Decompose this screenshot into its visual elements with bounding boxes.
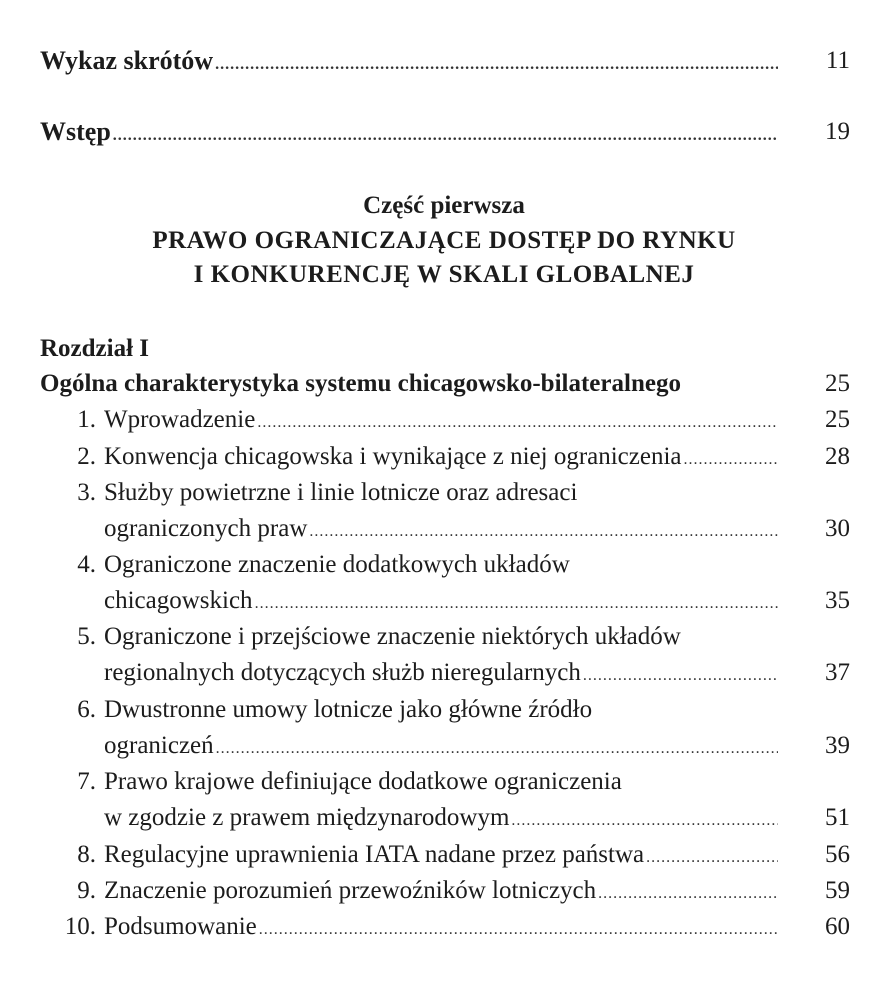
section-number: 9.: [77, 877, 96, 904]
leader-dots: [583, 659, 778, 693]
leader-dots: [646, 841, 778, 875]
leader-dots: [684, 443, 778, 477]
toc-entry-title-line1: Prawo krajowe definiujące dodatkowe ograniczenia: [104, 768, 622, 795]
section-number: 2.: [77, 443, 96, 470]
section-number: 6.: [77, 696, 96, 723]
part-label: Część pierwsza: [363, 192, 525, 219]
section-number: 8.: [77, 841, 96, 868]
toc-entry-section: [104, 403, 780, 440]
toc-entry-title-line1: Ograniczone i przejściowe znaczenie niektórych układów: [104, 623, 681, 650]
toc-page-number: 51: [825, 804, 850, 831]
leader-dots: [511, 804, 778, 838]
toc-page-number: 56: [825, 841, 850, 868]
section-number: 10.: [64, 913, 96, 940]
toc-page-number: 25: [825, 370, 850, 397]
toc-entry-section: [104, 656, 780, 693]
leader-dots: [113, 119, 778, 153]
toc-entry-title-line1: Dwustronne umowy lotnicze jako główne źródło: [104, 696, 593, 723]
toc-entry-title: Podsumowanie: [104, 913, 257, 940]
leader-dots: [255, 587, 778, 621]
toc-entry-title-line1: Służby powietrzne i linie lotnicze oraz adresaci: [104, 479, 578, 506]
toc-page-number: 25: [825, 406, 850, 433]
leader-dots: [216, 732, 778, 766]
toc-page-number: 30: [825, 515, 850, 542]
toc-entry-section: [104, 874, 780, 911]
toc-page-number: 37: [825, 659, 850, 686]
toc-entry-title: Wykaz skrótów: [40, 46, 214, 75]
chapter-label: Rozdział I: [40, 335, 150, 362]
toc-entry-section: [104, 838, 780, 875]
leader-dots: [215, 48, 778, 82]
toc-entry-section: [104, 440, 780, 477]
toc-entry-section: [104, 910, 780, 947]
toc-entry-title: Znaczenie porozumień przewoźników lotniczych: [104, 877, 597, 904]
section-number: 7.: [77, 768, 96, 795]
section-number: 4.: [77, 551, 96, 578]
part-title-line1: PRAWO OGRANICZAJĄCE DOSTĘP DO RYNKU: [152, 227, 736, 254]
toc-entry-introduction: [40, 115, 780, 153]
toc-entry-abbreviations: [40, 44, 780, 82]
section-number: 1.: [77, 406, 96, 433]
toc-entry-title: chicagowskich: [104, 587, 253, 614]
leader-dots: [257, 406, 778, 440]
toc-page-number: 11: [825, 47, 850, 74]
section-number: 3.: [77, 479, 96, 506]
toc-entry-section: [104, 729, 780, 766]
leader-dots: [598, 877, 778, 911]
toc-entry-title: Konwencja chicagowska i wynikające z niej ograniczenia: [104, 443, 682, 470]
part-title-line2: I KONKURENCJĘ W SKALI GLOBALNEJ: [193, 261, 695, 288]
toc-entry-section: [104, 801, 780, 838]
chapter-title: Ogólna charakterystyka systemu chicagowsko-bilateralnego: [40, 370, 681, 397]
section-number: 5.: [77, 623, 96, 650]
toc-entry-title: ograniczonych praw: [104, 515, 308, 542]
toc-page-number: 59: [825, 877, 850, 904]
toc-entry-title: regionalnych dotyczących służb nieregularnych: [104, 659, 581, 686]
leader-dots: [259, 913, 778, 947]
toc-entry-title: Wprowadzenie: [104, 406, 256, 433]
leader-dots: [309, 515, 778, 549]
toc-page-number: 39: [825, 732, 850, 759]
toc-page-number: 35: [825, 587, 850, 614]
toc-entry-title: ograniczeń: [104, 732, 214, 759]
toc-entry-section: [104, 512, 780, 549]
toc-page-number: 19: [825, 118, 850, 145]
toc-page-number: 60: [825, 913, 850, 940]
toc-page-number: 28: [825, 443, 850, 470]
toc-entry-title: w zgodzie z prawem międzynarodowym: [104, 804, 510, 831]
toc-entry-title: Regulacyjne uprawnienia IATA nadane przez państwa: [104, 841, 645, 868]
toc-entry-section: [104, 584, 780, 621]
toc-entry-title-line1: Ograniczone znaczenie dodatkowych układów: [104, 551, 570, 578]
toc-entry-title: Wstęp: [40, 117, 111, 146]
